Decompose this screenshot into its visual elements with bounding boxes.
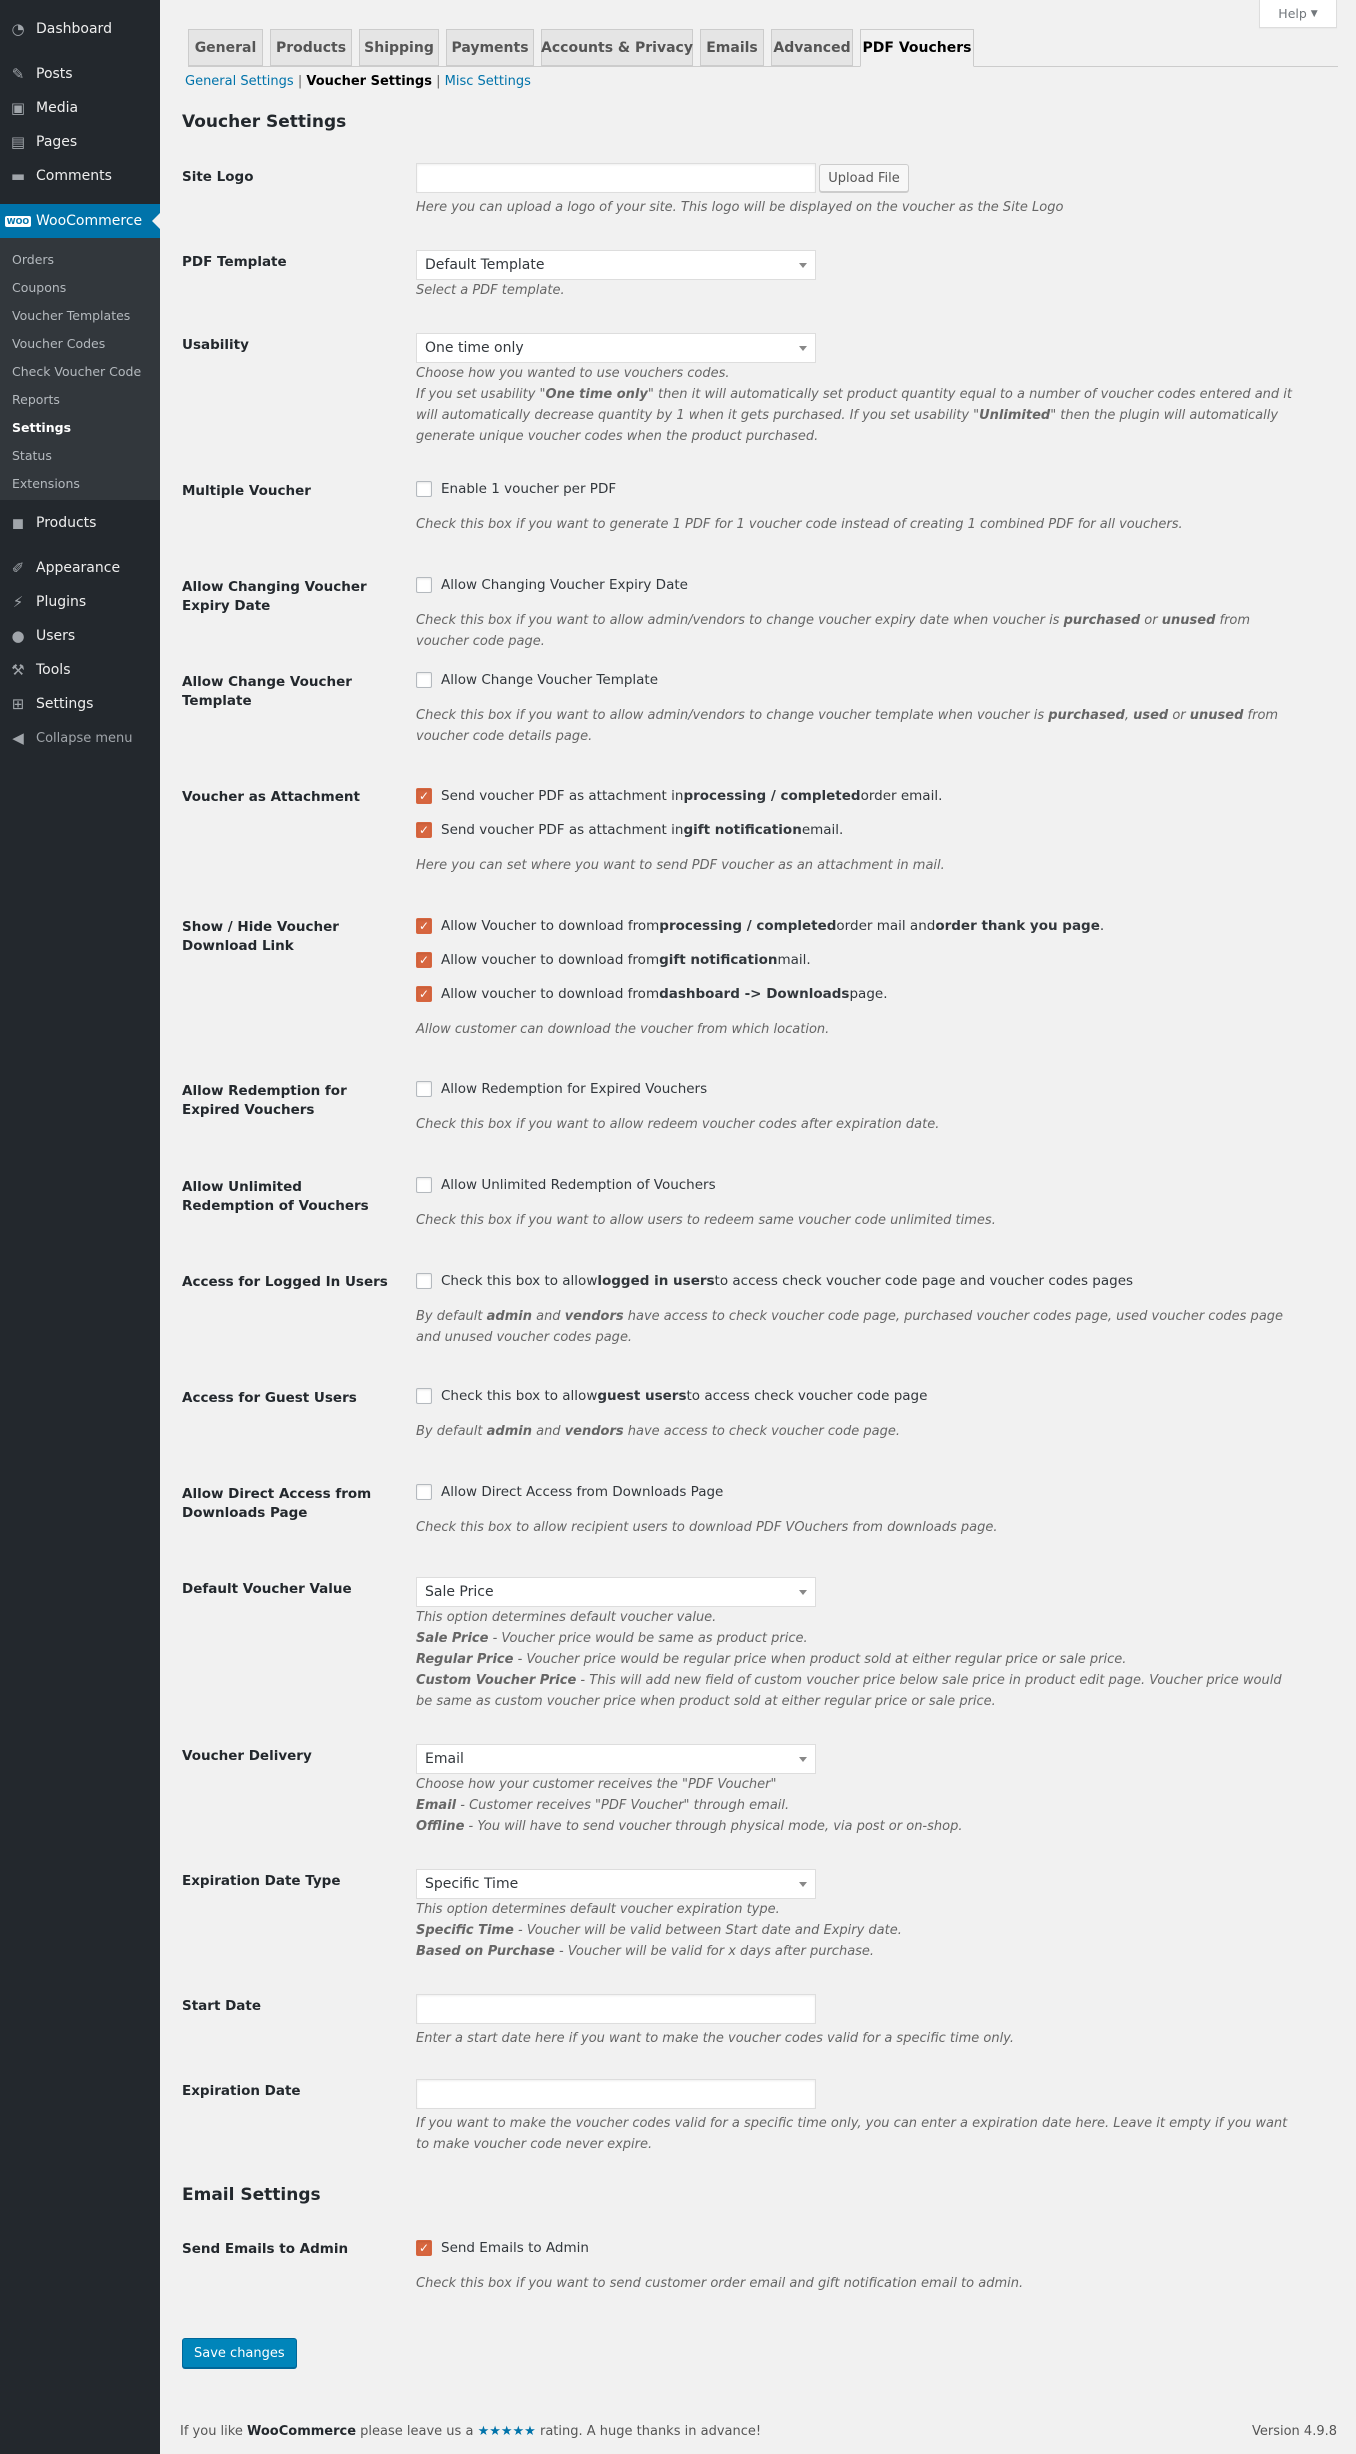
checkbox-checked[interactable]: ✓: [416, 2240, 432, 2256]
attachment-processing-checkbox-row[interactable]: ✓ Send voucher PDF as attachment in processing / completed order email.: [416, 788, 942, 804]
caret-down-icon: [799, 1882, 807, 1887]
download-dashboard-checkbox-row[interactable]: ✓ Allow voucher to download from dashboard -> Downloads page.: [416, 986, 888, 1002]
save-changes-button[interactable]: Save changes: [182, 2338, 297, 2368]
multiple-voucher-checkbox-row[interactable]: Enable 1 voucher per PDF: [416, 481, 616, 497]
menu-comments[interactable]: ▬ Comments: [0, 159, 160, 193]
label-expiration-date-type: Expiration Date Type: [182, 1873, 341, 1889]
attachment-desc: Here you can set where you want to send PDF voucher as an attachment in mail.: [416, 858, 945, 873]
star-rating-link[interactable]: ★★★★★: [477, 2424, 536, 2439]
voucher-delivery-select[interactable]: Email: [416, 1744, 816, 1774]
tab-accounts-privacy[interactable]: Accounts & Privacy: [541, 29, 693, 66]
label-expiration-date: Expiration Date: [182, 2083, 301, 2099]
label-default-voucher-value: Default Voucher Value: [182, 1581, 352, 1597]
label-voucher-delivery: Voucher Delivery: [182, 1748, 312, 1764]
submenu-coupons[interactable]: Coupons: [12, 280, 67, 295]
menu-users[interactable]: ● Users: [0, 619, 160, 653]
checkbox-checked[interactable]: ✓: [416, 918, 432, 934]
checkbox[interactable]: [416, 672, 432, 688]
download-desc: Allow customer can download the voucher from which location.: [416, 1022, 830, 1037]
template-change-checkbox-row[interactable]: Allow Change Voucher Template: [416, 672, 658, 688]
tab-payments[interactable]: Payments: [446, 29, 534, 66]
tab-shipping[interactable]: Shipping: [359, 29, 439, 66]
menu-woocommerce[interactable]: WOO WooCommerce: [0, 204, 160, 238]
menu-pages[interactable]: ▤ Pages: [0, 125, 160, 159]
footer-version: Version 4.9.8: [1251, 2424, 1337, 2439]
label-redemption-expired: Allow Redemption for Expired Vouchers: [182, 1083, 347, 1118]
subnav-separator: |: [436, 74, 441, 89]
label-pdf-template: PDF Template: [182, 254, 287, 270]
caret-down-icon: [799, 1590, 807, 1595]
expiry-checkbox-row[interactable]: Allow Changing Voucher Expiry Date: [416, 577, 688, 593]
label-access-logged-in: Access for Logged In Users: [182, 1274, 388, 1290]
pdf-template-select[interactable]: Default Template: [416, 250, 816, 280]
brush-icon: ✐: [11, 559, 25, 577]
tab-advanced[interactable]: Advanced: [771, 29, 853, 66]
checkbox[interactable]: [416, 1388, 432, 1404]
expiration-date-input[interactable]: [416, 2079, 816, 2109]
media-icon: ▣: [10, 99, 26, 117]
menu-media[interactable]: ▣ Media: [0, 91, 160, 125]
pin-icon: ✎: [11, 65, 25, 83]
submenu-check-voucher-code[interactable]: Check Voucher Code: [12, 364, 142, 379]
expiration-type-desc: This option determines default voucher expiration type. Specific Time - Voucher will be valid between Start date and Expiry date. Based on Purchase - Voucher will be valid for x days after purchase.: [416, 1902, 902, 1959]
label-send-emails-admin: Send Emails to Admin: [182, 2241, 349, 2257]
guest-desc: By default admin and vendors have access to check voucher code page.: [416, 1424, 900, 1439]
tab-general[interactable]: General: [188, 29, 263, 66]
label-allow-changing-expiry: Allow Changing Voucher Expiry Date: [182, 579, 367, 614]
checkbox[interactable]: [416, 1081, 432, 1097]
submenu-extensions[interactable]: Extensions: [12, 476, 80, 491]
unlimited-checkbox-row[interactable]: Allow Unlimited Redemption of Vouchers: [416, 1177, 716, 1193]
settings-icon: ⊞: [11, 695, 25, 713]
expiry-desc: Check this box if you want to allow admin/vendors to change voucher expiry date when voucher is purchased or unused from voucher code page.: [416, 613, 1251, 649]
checkbox-checked[interactable]: ✓: [416, 986, 432, 1002]
label-multiple-voucher: Multiple Voucher: [182, 483, 311, 499]
pdf-template-desc: Select a PDF template.: [416, 283, 565, 298]
submenu-voucher-codes[interactable]: Voucher Codes: [12, 336, 106, 351]
redeem-expired-checkbox-row[interactable]: Allow Redemption for Expired Vouchers: [416, 1081, 707, 1097]
logged-in-checkbox-row[interactable]: Check this box to allow logged in users to access check voucher code page and voucher codes pages: [416, 1273, 1133, 1289]
direct-checkbox-row[interactable]: Allow Direct Access from Downloads Page: [416, 1484, 723, 1500]
checkbox[interactable]: [416, 1177, 432, 1193]
label-site-logo: Site Logo: [182, 169, 254, 185]
download-gift-checkbox-row[interactable]: ✓ Allow voucher to download from gift notification mail.: [416, 952, 811, 968]
label-usability: Usability: [182, 337, 249, 353]
redeem-expired-desc: Check this box if you want to allow redeem voucher codes after expiration date.: [416, 1117, 940, 1132]
checkbox-checked[interactable]: ✓: [416, 822, 432, 838]
label-start-date: Start Date: [182, 1998, 262, 2014]
template-change-desc: Check this box if you want to allow admin/vendors to change voucher template when voucher is purchased, used or unused from voucher code details page.: [416, 708, 1279, 744]
admin-sidebar: [0, 0, 160, 2454]
attachment-gift-checkbox-row[interactable]: ✓ Send voucher PDF as attachment in gift notification email.: [416, 822, 843, 838]
collapse-icon: ◀: [12, 729, 24, 747]
start-date-desc: Enter a start date here if you want to make the voucher codes valid for a specific time only.: [416, 2031, 1014, 2046]
logged-in-desc: By default admin and vendors have access to check voucher code page, purchased voucher codes page, used voucher codes page and unused voucher codes page.: [416, 1309, 1284, 1345]
tab-pdf-vouchers[interactable]: PDF Vouchers: [860, 29, 974, 67]
submenu-orders[interactable]: Orders: [12, 252, 55, 267]
direct-desc: Check this box to allow recipient users to download PDF VOuchers from downloads page.: [416, 1520, 998, 1535]
checkbox[interactable]: [416, 1273, 432, 1289]
subnav-separator: |: [297, 74, 303, 89]
submenu-status[interactable]: Status: [12, 448, 52, 463]
submenu-settings[interactable]: Settings: [12, 420, 72, 435]
pages-icon: ▤: [10, 133, 26, 151]
checkbox-checked[interactable]: ✓: [416, 788, 432, 804]
caret-down-icon: [799, 1757, 807, 1762]
expiration-type-select[interactable]: Specific Time: [416, 1869, 816, 1899]
menu-settings[interactable]: ⊞ Settings: [0, 687, 160, 721]
caret-down-icon: [799, 346, 807, 351]
label-direct-access: Allow Direct Access from Downloads Page: [182, 1486, 372, 1521]
submenu-reports[interactable]: Reports: [12, 392, 60, 407]
checkbox-checked[interactable]: ✓: [416, 952, 432, 968]
subnav-general-settings[interactable]: General Settings: [185, 74, 294, 89]
section-title-email: Email Settings: [182, 2185, 321, 2205]
multiple-voucher-desc: Check this box if you want to generate 1 PDF for 1 voucher code instead of creating 1 combined PDF for all vouchers.: [416, 517, 1183, 532]
menu-plugins[interactable]: ⚡ Plugins: [0, 585, 160, 619]
tab-products[interactable]: Products: [270, 29, 352, 66]
footer-rating-text: If you like WooCommerce please leave us a ★★★★★ rating. A huge thanks in advance!: [180, 2424, 762, 2439]
dashboard-icon: ◔: [11, 20, 25, 38]
menu-dashboard[interactable]: ◔ Dashboard: [0, 12, 160, 46]
usability-desc: Choose how you wanted to use vouchers codes. If you set usability "One time only" then it will automatically set product quantity equal to a number of voucher codes entered and it will automatically decrease quantity by 1 when it gets purchased. If you set usability "Unlimited" then the plugin will automatically generate unique voucher codes when the product purchased.: [416, 366, 1293, 444]
menu-posts[interactable]: ✎ Posts: [0, 57, 160, 91]
checkbox[interactable]: [416, 481, 432, 497]
section-title-voucher: Voucher Settings: [182, 112, 347, 132]
help-button[interactable]: Help ▼: [1259, 0, 1337, 28]
submenu-voucher-templates[interactable]: Voucher Templates: [12, 308, 131, 323]
menu-appearance[interactable]: ✐ Appearance: [0, 551, 160, 585]
collapse-menu[interactable]: ◀ Collapse menu: [0, 721, 160, 755]
wrench-icon: ⚒: [11, 661, 25, 679]
send-admin-checkbox-row[interactable]: ✓ Send Emails to Admin: [416, 2240, 589, 2256]
default-voucher-value-select[interactable]: Sale Price: [416, 1577, 816, 1607]
checkbox[interactable]: [416, 1484, 432, 1500]
plug-icon: ⚡: [12, 593, 24, 611]
expiration-date-desc: If you want to make the voucher codes valid for a specific time only, you can enter a expiration date here. Leave it empty if you want to make voucher code never expire.: [416, 2116, 1288, 2152]
woocommerce-submenu: [0, 238, 160, 500]
products-icon: ◼: [11, 514, 25, 532]
download-processing-checkbox-row[interactable]: ✓ Allow Voucher to download from processing / completed order mail and order thank you page .: [416, 918, 1104, 934]
label-unlimited-redemption: Allow Unlimited Redemption of Vouchers: [182, 1179, 369, 1214]
checkbox[interactable]: [416, 577, 432, 593]
send-admin-desc: Check this box if you want to send customer order email and gift notification email to admin.: [416, 2276, 1024, 2291]
guest-checkbox-row[interactable]: Check this box to allow guest users to access check voucher code page: [416, 1388, 927, 1404]
delivery-desc: Choose how your customer receives the "PDF Voucher" Email - Customer receives "PDF Voucher" through email. Offline - You will have to send voucher through physical mode, via post or on-shop.: [416, 1777, 963, 1834]
tab-emails[interactable]: Emails: [700, 29, 764, 66]
settings-subnav: [185, 74, 531, 89]
comment-icon: ▬: [10, 167, 26, 185]
caret-down-icon: [799, 263, 807, 268]
menu-products[interactable]: ◼ Products: [0, 506, 160, 540]
site-logo-desc: Here you can upload a logo of your site. This logo will be displayed on the voucher as the Site Logo: [416, 200, 1064, 215]
label-show-hide-download: Show / Hide Voucher Download Link: [182, 919, 339, 954]
woo-icon: WOO: [6, 216, 30, 226]
unlimited-desc: Check this box if you want to allow users to redeem same voucher code unlimited times.: [416, 1213, 996, 1228]
settings-tabs: [188, 27, 1338, 67]
site-logo-input[interactable]: [416, 163, 816, 193]
caret-down-icon: ▼: [1310, 8, 1318, 19]
subnav-misc-settings[interactable]: Misc Settings: [444, 74, 531, 89]
label-allow-change-template: Allow Change Voucher Template: [182, 674, 352, 709]
upload-file-button[interactable]: Upload File: [819, 164, 909, 192]
subnav-voucher-settings[interactable]: Voucher Settings: [306, 74, 432, 89]
start-date-input[interactable]: [416, 1994, 816, 2024]
menu-tools[interactable]: ⚒ Tools: [0, 653, 160, 687]
user-icon: ●: [11, 627, 25, 645]
label-access-guest: Access for Guest Users: [182, 1390, 357, 1406]
default-value-desc: This option determines default voucher value. Sale Price - Voucher price would be same as product price. Regular Price - Voucher price would be regular price when product sold at either regular price or sale price. Custom Voucher Price - This will add new field of custom voucher price below sale price in product edit page. Voucher price would be same as custom voucher price when product sold at either regular price or sale price.: [416, 1610, 1282, 1709]
usability-select[interactable]: One time only: [416, 333, 816, 363]
label-voucher-as-attachment: Voucher as Attachment: [182, 789, 360, 805]
